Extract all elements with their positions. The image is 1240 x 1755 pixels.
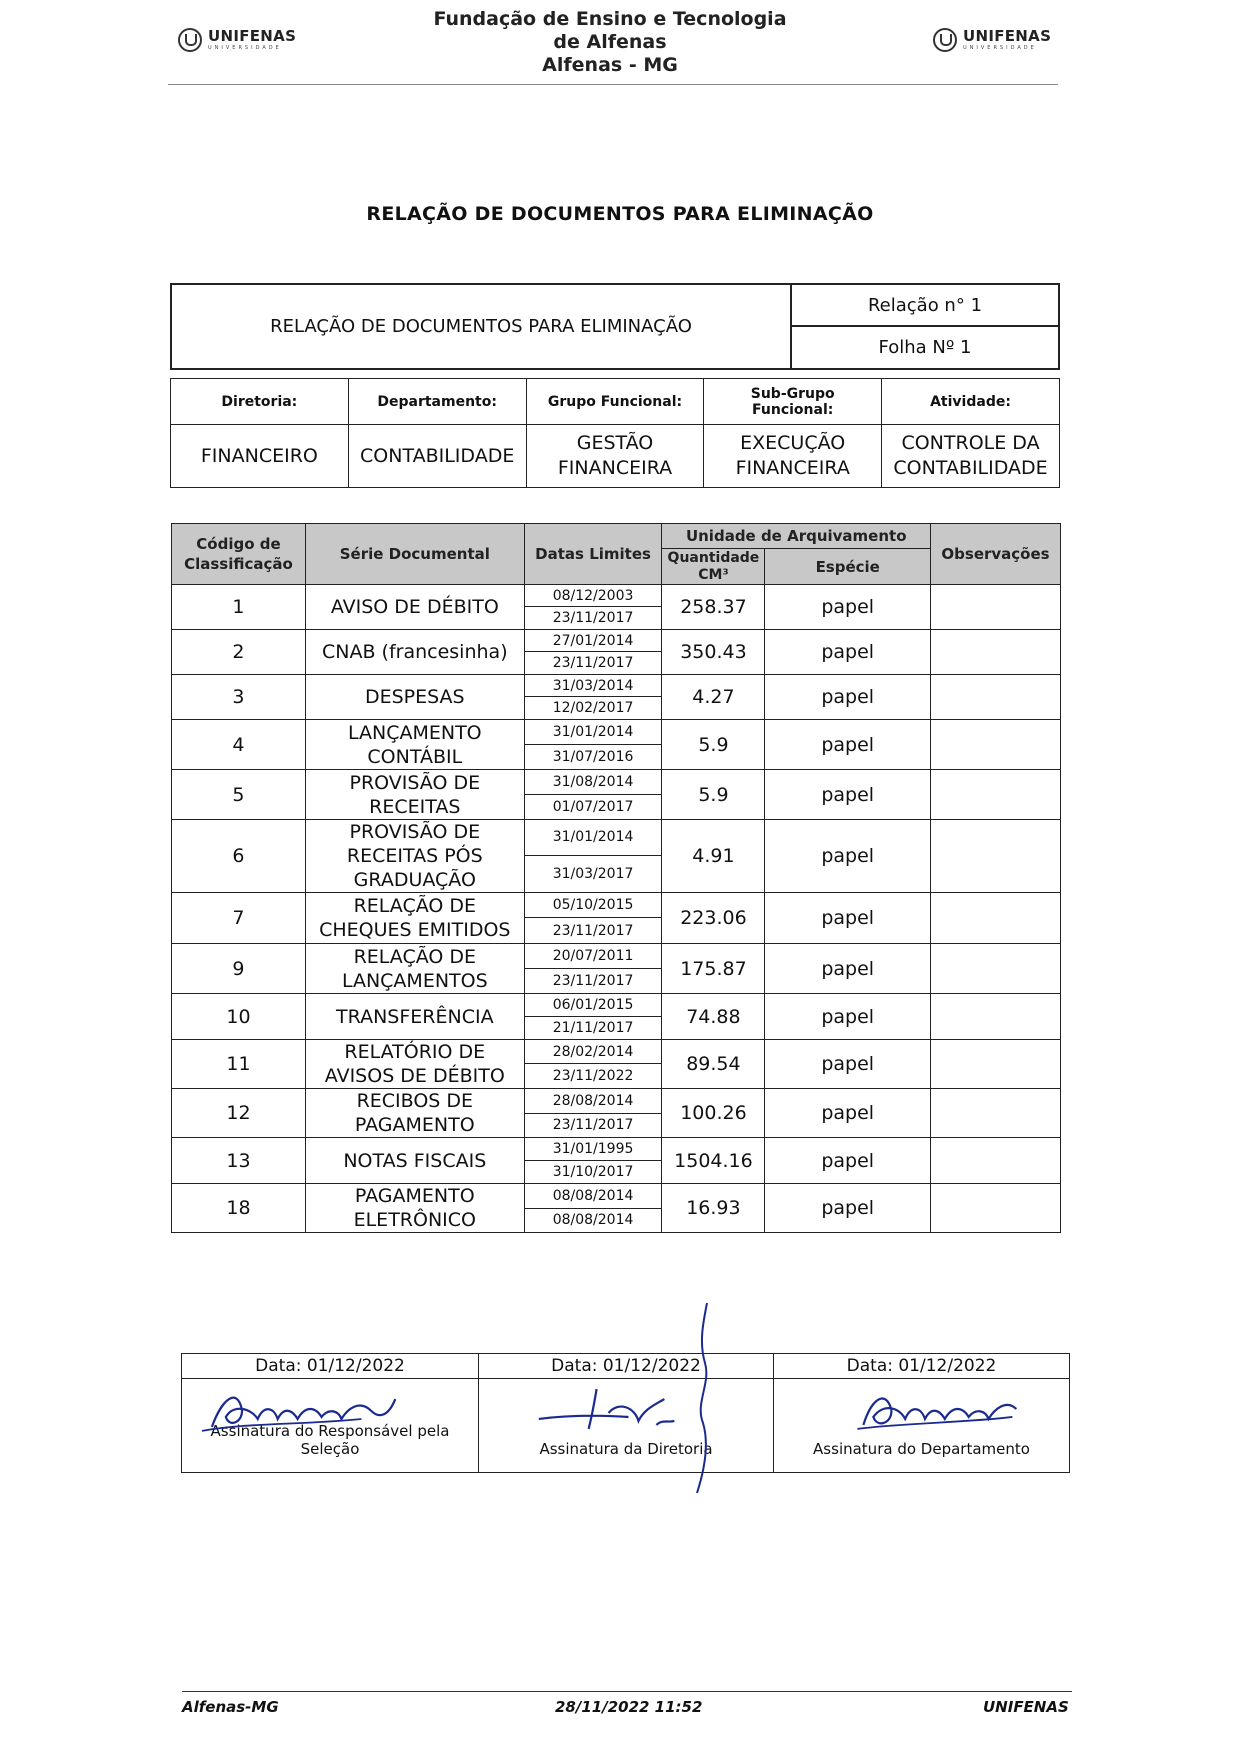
table-row bbox=[172, 1138, 1061, 1161]
cell-data-inicio: 06/01/2015 bbox=[524, 994, 662, 1017]
cell-data-fim: 23/11/2022 bbox=[524, 1064, 662, 1089]
cell-quantidade: 350.43 bbox=[662, 630, 765, 675]
cell-quantidade: 4.27 bbox=[662, 675, 765, 720]
cell-especie: papel bbox=[765, 893, 931, 944]
sheet-number: Folha Nº 1 bbox=[791, 326, 1059, 369]
info-header-departamento: Departamento: bbox=[348, 379, 526, 425]
cell-quantidade: 5.9 bbox=[662, 720, 765, 770]
cell-data-fim: 31/10/2017 bbox=[524, 1161, 662, 1184]
cell-data-fim: 23/11/2017 bbox=[524, 918, 662, 944]
unifenas-logo-left bbox=[178, 28, 296, 52]
table-row bbox=[172, 1089, 1061, 1114]
relation-title-box bbox=[170, 283, 1060, 370]
org-line-3: Alfenas - MG bbox=[542, 54, 678, 76]
cell-codigo: 4 bbox=[172, 720, 306, 770]
logo-name: UNIFENAS bbox=[963, 27, 1052, 45]
signature-cell-selection bbox=[182, 1379, 479, 1473]
cell-codigo: 13 bbox=[172, 1138, 306, 1184]
signature-date-diretoria: Data: 01/12/2022 bbox=[479, 1354, 774, 1379]
cell-especie: papel bbox=[765, 1040, 931, 1089]
footer-city: Alfenas-MG bbox=[182, 1698, 279, 1716]
cell-observacoes bbox=[931, 1184, 1061, 1233]
footer-datetime: 28/11/2022 11:52 bbox=[555, 1698, 703, 1716]
cell-codigo: 2 bbox=[172, 630, 306, 675]
info-header-subgrupo: Sub-Grupo Funcional: bbox=[704, 379, 882, 425]
signature-cell-departamento bbox=[774, 1379, 1070, 1473]
cell-especie: papel bbox=[765, 720, 931, 770]
table-row bbox=[172, 893, 1061, 918]
info-header-atividade: Atividade: bbox=[882, 379, 1060, 425]
cell-especie: papel bbox=[765, 630, 931, 675]
col-header-serie: Série Documental bbox=[305, 524, 524, 585]
table-row bbox=[172, 720, 1061, 745]
cell-observacoes bbox=[931, 720, 1061, 770]
info-value-atividade: CONTROLE DA CONTABILIDADE bbox=[882, 425, 1060, 488]
cell-data-inicio: 20/07/2011 bbox=[524, 944, 662, 969]
cell-observacoes bbox=[931, 1138, 1061, 1184]
relation-number: Relação n° 1 bbox=[791, 284, 1059, 326]
table-row bbox=[172, 770, 1061, 795]
table-row bbox=[172, 944, 1061, 969]
cell-codigo: 7 bbox=[172, 893, 306, 944]
cell-serie: RELATÓRIO DE AVISOS DE DÉBITO bbox=[305, 1040, 524, 1089]
cell-data-fim: 01/07/2017 bbox=[524, 795, 662, 820]
header-divider bbox=[168, 84, 1058, 85]
cell-especie: papel bbox=[765, 675, 931, 720]
unifenas-logo-right bbox=[933, 28, 1051, 52]
cell-serie: AVISO DE DÉBITO bbox=[305, 585, 524, 630]
col-header-observacoes: Observações bbox=[931, 524, 1061, 585]
cell-data-fim: 23/11/2017 bbox=[524, 607, 662, 630]
cell-serie: LANÇAMENTO CONTÁBIL bbox=[305, 720, 524, 770]
handwritten-signature-selection bbox=[182, 1379, 478, 1439]
cell-serie: PROVISÃO DE RECEITAS PÓS GRADUAÇÃO bbox=[305, 820, 524, 893]
cell-observacoes bbox=[931, 820, 1061, 893]
cell-data-inicio: 31/08/2014 bbox=[524, 770, 662, 795]
cell-codigo: 9 bbox=[172, 944, 306, 994]
cell-codigo: 3 bbox=[172, 675, 306, 720]
cell-observacoes bbox=[931, 770, 1061, 820]
col-header-especie: Espécie bbox=[765, 549, 931, 585]
logo-subtext: UNIVERSIDADE bbox=[963, 45, 1037, 51]
cell-especie: papel bbox=[765, 585, 931, 630]
cell-data-inicio: 28/02/2014 bbox=[524, 1040, 662, 1064]
cell-quantidade: 74.88 bbox=[662, 994, 765, 1040]
table-row bbox=[172, 630, 1061, 652]
cell-serie: RELAÇÃO DE CHEQUES EMITIDOS bbox=[305, 893, 524, 944]
cell-data-inicio: 31/01/1995 bbox=[524, 1138, 662, 1161]
cell-serie: PAGAMENTO ELETRÔNICO bbox=[305, 1184, 524, 1233]
relation-label: RELAÇÃO DE DOCUMENTOS PARA ELIMINAÇÃO bbox=[171, 284, 791, 369]
signature-label-departamento: Assinatura do Departamento bbox=[813, 1440, 1030, 1458]
cell-data-inicio: 28/08/2014 bbox=[524, 1089, 662, 1114]
table-row bbox=[172, 820, 1061, 856]
cell-data-fim: 31/03/2017 bbox=[524, 855, 662, 892]
info-value-subgrupo: EXECUÇÃO FINANCEIRA bbox=[704, 425, 882, 488]
cell-especie: papel bbox=[765, 820, 931, 893]
signature-date-selection: Data: 01/12/2022 bbox=[182, 1354, 479, 1379]
cell-data-fim: 23/11/2017 bbox=[524, 652, 662, 675]
handwritten-signature-departamento bbox=[774, 1379, 1069, 1439]
cell-serie: RELAÇÃO DE LANÇAMENTOS bbox=[305, 944, 524, 994]
col-header-datas: Datas Limites bbox=[524, 524, 662, 585]
cell-data-inicio: 31/01/2014 bbox=[524, 720, 662, 745]
cell-data-fim: 21/11/2017 bbox=[524, 1017, 662, 1040]
signature-label-selection: Assinatura do Responsável pela Seleção bbox=[210, 1422, 450, 1458]
cell-observacoes bbox=[931, 630, 1061, 675]
cell-data-fim: 08/08/2014 bbox=[524, 1208, 662, 1233]
info-value-departamento: CONTABILIDADE bbox=[348, 425, 526, 488]
cell-codigo: 6 bbox=[172, 820, 306, 893]
cell-especie: papel bbox=[765, 1138, 931, 1184]
documents-table bbox=[171, 523, 1061, 1233]
cell-data-fim: 31/07/2016 bbox=[524, 745, 662, 770]
cell-data-inicio: 05/10/2015 bbox=[524, 893, 662, 918]
table-row bbox=[172, 585, 1061, 607]
col-header-quantidade: Quantidade CM³ bbox=[662, 549, 765, 585]
org-line-1: Fundação de Ensino e Tecnologia bbox=[433, 8, 787, 30]
cell-quantidade: 4.91 bbox=[662, 820, 765, 893]
cell-data-inicio: 31/03/2014 bbox=[524, 675, 662, 697]
cell-especie: papel bbox=[765, 1089, 931, 1138]
cell-data-inicio: 27/01/2014 bbox=[524, 630, 662, 652]
logo-subtext: UNIVERSIDADE bbox=[208, 45, 282, 51]
table-row bbox=[172, 675, 1061, 697]
cell-data-fim: 12/02/2017 bbox=[524, 697, 662, 720]
table-row bbox=[172, 1184, 1061, 1209]
col-header-unidade: Unidade de Arquivamento bbox=[662, 524, 931, 549]
cell-quantidade: 1504.16 bbox=[662, 1138, 765, 1184]
info-header-diretoria: Diretoria: bbox=[171, 379, 349, 425]
cell-observacoes bbox=[931, 585, 1061, 630]
cell-quantidade: 5.9 bbox=[662, 770, 765, 820]
table-row bbox=[172, 994, 1061, 1017]
cell-serie: CNAB (francesinha) bbox=[305, 630, 524, 675]
cell-data-fim: 23/11/2017 bbox=[524, 1113, 662, 1138]
cell-codigo: 18 bbox=[172, 1184, 306, 1233]
logo-name: UNIFENAS bbox=[208, 27, 297, 45]
cell-quantidade: 100.26 bbox=[662, 1089, 765, 1138]
cell-observacoes bbox=[931, 675, 1061, 720]
cell-especie: papel bbox=[765, 994, 931, 1040]
unifenas-emblem-icon bbox=[933, 28, 957, 52]
unifenas-emblem-icon bbox=[178, 28, 202, 52]
cell-serie: DESPESAS bbox=[305, 675, 524, 720]
cell-quantidade: 89.54 bbox=[662, 1040, 765, 1089]
cell-observacoes bbox=[931, 893, 1061, 944]
classification-info-table bbox=[170, 378, 1060, 488]
cell-observacoes bbox=[931, 1040, 1061, 1089]
info-value-diretoria: FINANCEIRO bbox=[171, 425, 349, 488]
cell-quantidade: 16.93 bbox=[662, 1184, 765, 1233]
cell-codigo: 5 bbox=[172, 770, 306, 820]
signatures-table bbox=[181, 1353, 1070, 1473]
cell-codigo: 11 bbox=[172, 1040, 306, 1089]
signature-label-diretoria: Assinatura da Diretoria bbox=[539, 1440, 713, 1458]
cell-data-inicio: 31/01/2014 bbox=[524, 820, 662, 856]
cell-codigo: 1 bbox=[172, 585, 306, 630]
info-value-grupo: GESTÃO FINANCEIRA bbox=[526, 425, 704, 488]
footer-org: UNIFENAS bbox=[983, 1698, 1069, 1716]
cell-codigo: 10 bbox=[172, 994, 306, 1040]
cell-data-inicio: 08/08/2014 bbox=[524, 1184, 662, 1209]
cell-observacoes bbox=[931, 944, 1061, 994]
org-line-2: de Alfenas bbox=[553, 31, 667, 53]
cell-quantidade: 258.37 bbox=[662, 585, 765, 630]
organization-heading bbox=[360, 8, 860, 77]
cell-quantidade: 175.87 bbox=[662, 944, 765, 994]
cell-especie: papel bbox=[765, 944, 931, 994]
cell-observacoes bbox=[931, 1089, 1061, 1138]
page-title: RELAÇÃO DE DOCUMENTOS PARA ELIMINAÇÃO bbox=[366, 203, 874, 225]
cell-serie: NOTAS FISCAIS bbox=[305, 1138, 524, 1184]
cell-serie: TRANSFERÊNCIA bbox=[305, 994, 524, 1040]
footer-divider bbox=[182, 1691, 1072, 1692]
cell-especie: papel bbox=[765, 1184, 931, 1233]
cell-codigo: 12 bbox=[172, 1089, 306, 1138]
cell-serie: RECIBOS DE PAGAMENTO bbox=[305, 1089, 524, 1138]
signature-stroke-overlay bbox=[675, 1303, 735, 1493]
documents-table-body bbox=[172, 585, 1061, 1233]
signature-date-departamento: Data: 01/12/2022 bbox=[774, 1354, 1070, 1379]
cell-quantidade: 223.06 bbox=[662, 893, 765, 944]
col-header-codigo: Código de Classificação bbox=[172, 524, 306, 585]
cell-especie: papel bbox=[765, 770, 931, 820]
info-header-grupo: Grupo Funcional: bbox=[526, 379, 704, 425]
table-row bbox=[172, 1040, 1061, 1064]
cell-data-inicio: 08/12/2003 bbox=[524, 585, 662, 607]
cell-observacoes bbox=[931, 994, 1061, 1040]
cell-data-fim: 23/11/2017 bbox=[524, 969, 662, 994]
cell-serie: PROVISÃO DE RECEITAS bbox=[305, 770, 524, 820]
